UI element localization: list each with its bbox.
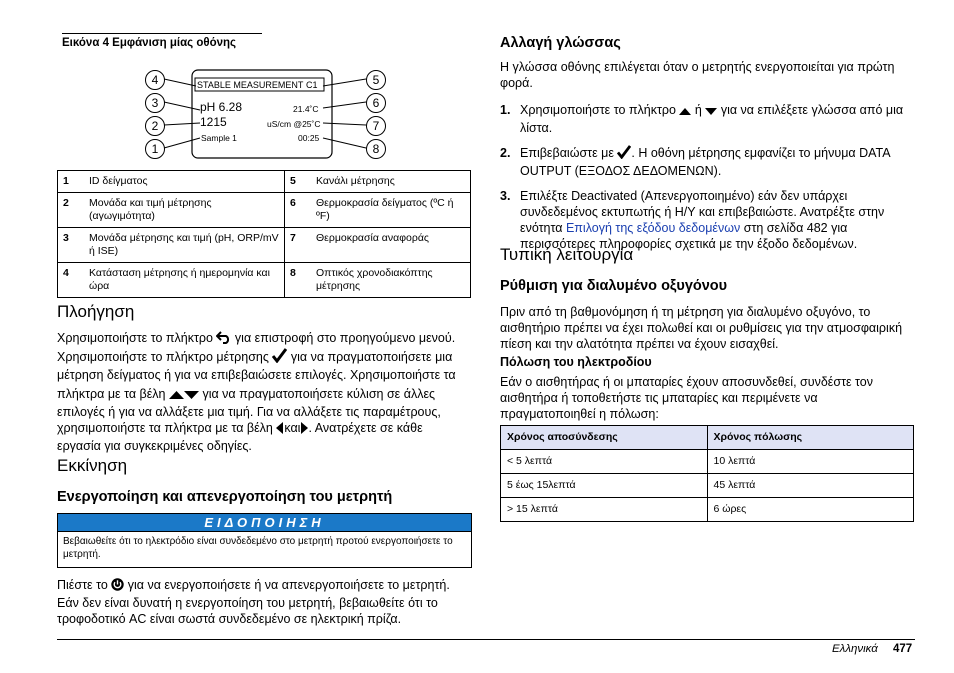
- callout-8: 8: [366, 139, 386, 159]
- legend-text: ID δείγματος: [84, 171, 285, 193]
- power-heading: Ενεργοποίηση και απενεργοποίηση του μετρητή: [57, 489, 393, 505]
- notice-box: [57, 513, 472, 568]
- back-arrow-icon: [216, 331, 231, 348]
- legend-text: Θερμοκρασία αναφοράς: [311, 228, 471, 263]
- legend-text: Μονάδα και τιμή μέτρησης (αγωγιμότητα): [84, 193, 285, 228]
- power-paragraph: Πιέστε το για να ενεργοποιήσετε ή να απενεργοποιήσετε το μετρητή. Εάν δεν είναι δυνατή η ενεργοποίηση του μετρητή, βεβαιωθείτε ότι το τροφοδοτικό AC είναι σωστά συνδεδεμένο σε ηλεκτρική πρίζα.: [57, 578, 450, 626]
- legend-number: 2: [58, 193, 85, 228]
- startup-heading: Εκκίνηση: [57, 456, 128, 475]
- disconnect-time-cell: < 5 λεπτά: [501, 450, 708, 474]
- legend-number: 1: [58, 171, 85, 193]
- figure-legend-table: [57, 170, 471, 298]
- polarization-time-cell: 45 λεπτά: [707, 474, 914, 498]
- nav-heading: Πλοήγηση: [57, 302, 135, 321]
- legend-number: 8: [285, 263, 312, 298]
- dissolved-oxygen-intro: Πριν από τη βαθμονόμηση ή τη μέτρηση για διαλυμένο οξυγόνο, το αισθητήριο πρέπει να έχει πολωθεί και οι ρυθμίσεις για την ατμοσφαιρική πίεση και την αλατότητα πρέπει να έχουν εισαχθεί.: [500, 305, 903, 351]
- callout-1: 1: [145, 139, 165, 159]
- table-header-disconnect: Χρόνος αποσύνδεσης: [501, 426, 708, 450]
- screen-conductivity-unit: uS/cm @25˚C: [267, 119, 321, 129]
- legend-number: 6: [285, 193, 312, 228]
- up-arrow-icon: [679, 104, 691, 120]
- legend-text: Κανάλι μέτρησης: [311, 171, 471, 193]
- legend-text: Κατάσταση μέτρησης ή ημερομηνία και ώρα: [84, 263, 285, 298]
- screen-status-text: STABLE MEASUREMENT: [197, 80, 304, 90]
- screen-temperature: 21.4˚C: [293, 104, 319, 114]
- callout-7: 7: [366, 116, 386, 136]
- legend-text: Θερμοκρασία δείγματος (ºC ή ºF): [311, 193, 471, 228]
- legend-number: 5: [285, 171, 312, 193]
- figure-caption: Εικόνα 4 Εμφάνιση μίας οθόνης: [62, 37, 236, 49]
- down-arrow-icon: [184, 388, 199, 404]
- screen-conductivity-value: 1215: [200, 115, 227, 129]
- page-number: 477: [893, 643, 913, 655]
- notice-title: ΕΙΔΟΠΟΙΗΣΗ: [58, 514, 471, 532]
- legend-text: Οπτικός χρονοδιακόπτης μέτρησης: [311, 263, 471, 298]
- figure-caption-rule: [62, 33, 262, 34]
- disconnect-time-cell: 5 έως 15λεπτά: [501, 474, 708, 498]
- notice-text: Βεβαιωθείτε ότι το ηλεκτρόδιο είναι συνδεδεμένο στο μετρητή προτού ενεργοποιήσετε το μετρητή.: [63, 536, 453, 560]
- polarization-table: [500, 425, 914, 522]
- table-row: [501, 450, 914, 474]
- callout-2: 2: [145, 116, 165, 136]
- polarization-heading: Πόλωση του ηλεκτροδίου: [500, 355, 652, 369]
- footer-language: Ελληνικά: [832, 643, 878, 655]
- language-steps: [500, 102, 915, 261]
- disconnect-time-cell: > 15 λεπτά: [501, 498, 708, 522]
- table-header-polarization: Χρόνος πόλωσης: [707, 426, 914, 450]
- language-intro: Η γλώσσα οθόνης επιλέγεται όταν ο μετρητής ενεργοποιείται για πρώτη φορά.: [500, 60, 895, 90]
- legend-row: [58, 228, 471, 263]
- check-icon: [272, 348, 287, 367]
- data-output-link[interactable]: Επιλογή της εξόδου δεδομένων: [565, 221, 741, 235]
- down-arrow-icon: [705, 104, 717, 120]
- language-step-2: 2. Επιβεβαιώστε με . Η οθόνη μέτρησης εμφανίζει το μήνυμα DATA OUTPUT (ΕΞΟΔΟΣ ΔΕΔΟΜΕΝΩΝ).: [500, 146, 890, 178]
- table-row: [501, 474, 914, 498]
- callout-3: 3: [145, 93, 165, 113]
- callout-6: 6: [366, 93, 386, 113]
- polarization-time-cell: 10 λεπτά: [707, 450, 914, 474]
- polarization-time-cell: 6 ώρες: [707, 498, 914, 522]
- screen-timer: 00:25: [298, 133, 320, 143]
- legend-number: 4: [58, 263, 85, 298]
- meter-screen-figure: [140, 66, 390, 166]
- dissolved-oxygen-heading: Ρύθμιση για διαλυμένο οξυγόνου: [500, 278, 728, 294]
- table-row: [501, 498, 914, 522]
- footer-rule: [57, 639, 915, 640]
- language-step-1: 1. Χρησιμοποιήστε το πλήκτρο ή για να επιλέξετε γλώσσα από μια λίστα.: [500, 103, 904, 135]
- screen-sample-id: Sample 1: [201, 133, 237, 143]
- callout-4: 4: [145, 70, 165, 90]
- polarization-paragraph: Εάν ο αισθητήρας ή οι μπαταρίες έχουν αποσυνδεθεί, συνδέστε τον αισθητήρα ή τοποθετήστε τις μπαταρίες και περιμένετε να πραγματοποιηθεί η πόλωση:: [500, 375, 874, 421]
- legend-row: [58, 171, 471, 193]
- screen-ph-value: pH 6.28: [200, 100, 243, 114]
- typical-operation-heading: Τυπική λειτουργία: [500, 245, 634, 264]
- legend-number: 3: [58, 228, 85, 263]
- screen-channel-text: C1: [306, 80, 318, 90]
- legend-row: [58, 263, 471, 298]
- check-icon: [617, 145, 631, 163]
- language-heading: Αλλαγή γλώσσας: [500, 35, 621, 51]
- power-icon: [111, 578, 124, 595]
- legend-number: 7: [285, 228, 312, 263]
- language-step-3: 3. Επιλέξτε Deactivated (Απενεργοποιημένο) εάν δεν υπάρχει συνδεδεμένος εκτυπωτής ή Η/Υ και επιβεβαιώστε. Ανατρέξτε στην ενότητα Επιλογή της εξόδου δεδομένων στη σελίδα 482 για περισσότερες πληροφορίες σχετικά με την έξοδο δεδομένων.: [500, 189, 885, 251]
- up-arrow-icon: [169, 388, 184, 404]
- nav-paragraph: Χρησιμοποιήστε το πλήκτρο για επιστροφή στο προηγούμενο μενού. Χρησιμοποιήστε το πλήκτρο μέτρησης για να πραγματοποιήσετε μια μέτρηση δείγματος ή για να επιβεβαιώσετε επιλογές. Χρησιμοποιήστε τα πλήκτρα με τα βέλη για να πραγματοποιήσετε κύλιση σε άλλες επιλογές ή για να αλλάξετε μια τιμή. Για να αλλάξετε τις παραμέτρους, χρησιμοποιήστε τα πλήκτρα με τα βέλη και . Ανατρέχετε σε κάθε εργασία για συγκεκριμένες οδηγίες.: [57, 331, 456, 453]
- callout-5: 5: [366, 70, 386, 90]
- legend-row: [58, 193, 471, 228]
- legend-text: Μονάδα μέτρησης και τιμή (pH, ORP/mV ή ISE): [84, 228, 285, 263]
